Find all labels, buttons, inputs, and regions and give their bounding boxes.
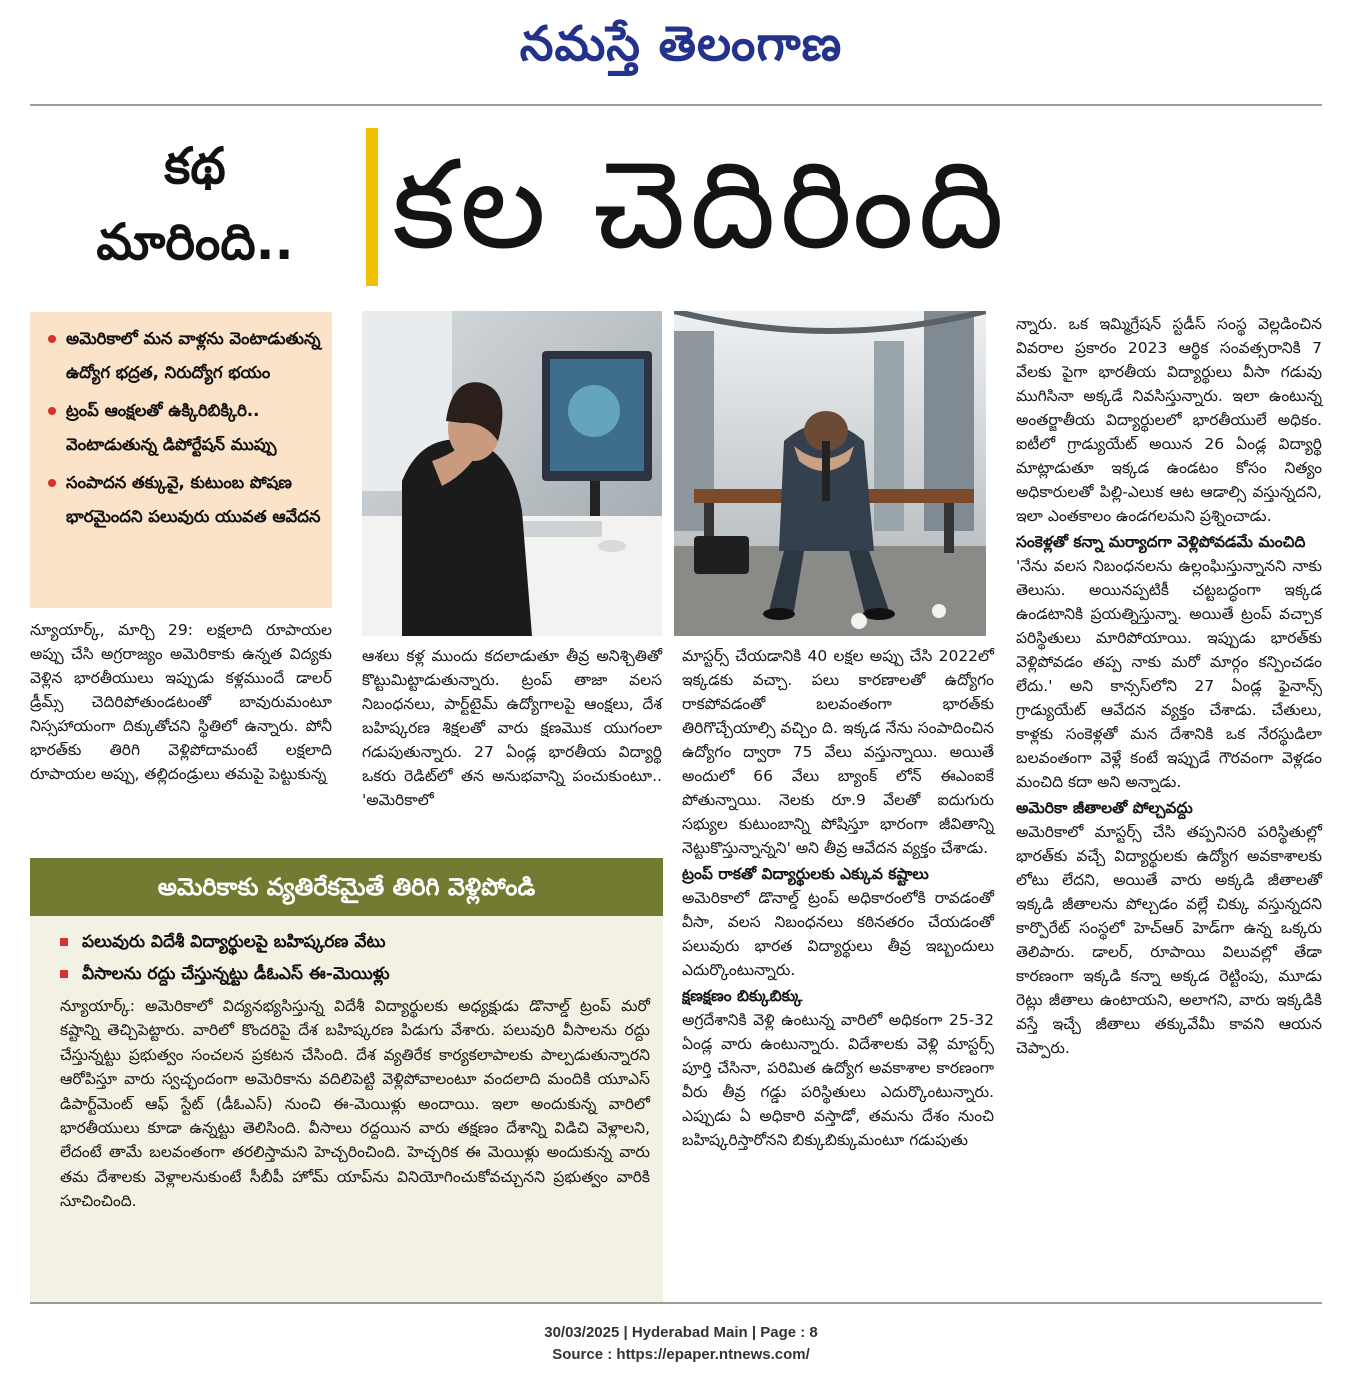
section-subhead: క్షణక్షణం బిక్కుబిక్కు — [682, 987, 803, 1005]
article-paragraph: మాస్టర్స్ చేయడానికి 40 లక్షల అప్పు చేసి 2022లో ఇక్కడకు వచ్చా. పలు కారణాలతో ఉద్యోగం రాకపోవడంతో బలవంతంగా భారత్‌కు తిరిగొచ్చేయాల్సి వచ్చిం ది. ఇక్కడ నేను సంపాదించిన ఉద్యోగం ద్వారా 75 వేలు వస్తున్నాయి. అయితే అందులో 66 వేలు బ్యాంక్ లోన్ ఈఎంఐకే పోతున్నాయి. నెలకు రూ.9 వేలతో ఐదుగురు సభ్యుల కుటుంబాన్ని పోషిస్తూ భారంగా జీవితాన్ని నెట్టుకొస్తున్నాన్నని' అని తీవ్ర ఆవేదన వ్యక్తం చేశాడు. — [682, 647, 994, 857]
sidebar-bullet-text: పలువురు విదేశీ విద్యార్థులపై బహిష్కరణ వేటు — [82, 932, 386, 952]
article-paragraph: అమెరికాలో డొనాల్డ్ ట్రంప్ అధికారంలోకి రావడంతో వీసా, వలస నిబంధనలు కఠినతరం చేయడంతో పలువురు భారత విద్యార్థులు తీవ్ర ఇబ్బందులు ఎదుర్కొంటున్నారు. — [682, 889, 994, 979]
highlight-item — [48, 322, 326, 390]
stressed-woman-photo — [362, 311, 662, 636]
article-paragraph: అమెరికాలో మాస్టర్స్ చేసి తప్పనిసరి పరిస్థితుల్లో భారత్‌కు వచ్చే విద్యార్థులకు ఉద్యోగ అవకాశాలకు లోటు లేదని, అయితే వారు అక్కడి జీతాలతో ఇక్కడి జీతాలను పోల్చడం వల్లే చిక్కు వస్తున్నదని కార్పొరేట్ సంస్థలో హెచ్‌ఆర్ హెడ్‌గా ఉన్న ఒక్కరు తెలిపారు. డాలర్, రూపాయి విలువల్లో తేడా కారణంగా ఇక్కడి కన్నా అక్కడ రెట్టింపు, మూడు రెట్లు జీతాలు ఉంటాయని, అలాగని, వారు ఇక్కడికి వస్తే ఇచ్చే జీతాలు తక్కువేమీ కావని ఆయన చెప్పారు. — [1016, 823, 1322, 1057]
article-column-2 — [362, 644, 662, 814]
footer-source-link[interactable]: Source : https://epaper.ntnews.com/ — [552, 1346, 810, 1363]
square-bullet-icon — [60, 970, 68, 978]
kicker-line-2: మారింది.. — [96, 213, 294, 271]
article-paragraph: 'నేను వలస నిబంధనలను ఉల్లంఘిస్తున్నానని నాకు తెలుసు. అయినప్పటికీ చట్టబద్ధంగా ఇక్కడ ఉండటానికి ప్రయత్నిస్తున్నా. అయితే ట్రంప్ వచ్చాక పరిస్థితులు మారిపోయాయి. ఇప్పుడు భారత్‌కు వెళ్లిపోవడం తప్ప నాకు మరో మార్గం కన్పించడం లేదు.' అని కాన్సస్‌లోని 27 ఏండ్ల ఫైనాన్స్ గ్రాడ్యుయేట్ ఆవేదన వ్యక్తం చేశాడు. చేతులు, కాళ్లకు సంకెళ్లతో మన దేశానికి ఒక నేరస్థుడిలా బలవంతంగా వెళ్లే కంటే ఇప్పుడే గౌరవంగా వెళ్లడం మంచిది కదా అని అన్నాడు. — [1016, 557, 1322, 791]
sidebar-bullet — [60, 928, 385, 956]
bottom-divider — [30, 1302, 1322, 1304]
sidebar-story-body: న్యూయార్క్: అమెరికాలో విద్యనభ్యసిస్తున్న విదేశీ విద్యార్థులకు అధ్యక్షుడు డొనాల్డ్ ట్రంప్ మరో కష్టాన్ని తెచ్చిపెట్టారు. వారిలో కొందరిపై దేశ బహిష్కరణ పిడుగు వేశారు. పలువురి వీసాలను రద్దు చేస్తున్నట్టు ప్రభుత్వం సంచలన ప్రకటన చేసింది. దేశ వ్యతిరేక కార్యకలాపాలకు పాల్పడుతున్నారని ఆరోపిస్తూ వారు స్వచ్ఛందంగా అమెరికాను వదిలిపెట్టి వెళ్లిపోవాలంటూ వందలాది మందికి యూఎస్ డిపార్ట్‌మెంట్ ఆఫ్ స్టేట్ (డీఓఎస్) నుంచి ఈ-మెయిళ్లు అందాయి. ఇలా అందుకున్న వారిలో భారతీయులు కూడా ఉన్నట్టు తెలిసింది. వీసాలు రద్దయిన వారు తక్షణం దేశాన్ని విడిచి వెళ్లాలని, లేదంటే తామే బలవంతంగా తరలిస్తామని హెచ్చరించింది. హెచ్చరిక ఈ మెయిళ్లు అందుకున్న వారు తమ దేశాలకు వెళ్లాలనుకుంటే సీబీపీ హోమ్ యాప్‌ను వినియోగించుకోవచ్చునని ప్రభుత్వం వారికి సూచించింది. — [60, 997, 650, 1211]
section-subhead: సంకెళ్లతో కన్నా మర్యాదగా వెళ్లిపోవడమే మంచిది — [1016, 533, 1306, 551]
top-divider — [30, 104, 1322, 106]
sidebar-story-box — [30, 858, 663, 1302]
kicker-divider-bar — [366, 128, 378, 286]
stressed-man-photo — [674, 311, 986, 636]
sidebar-bullet-text: వీసాలను రద్దు చేస్తున్నట్టు డీఓఎస్ ఈ-మెయిళ్లు — [82, 964, 390, 984]
highlights-box — [30, 312, 332, 608]
section-subhead: అమెరికా జీతాలతో పోల్చవద్దు — [1016, 799, 1193, 817]
section-subhead: ట్రంప్ రాకతో విద్యార్థులకు ఎక్కువ కష్టాలు — [682, 865, 929, 883]
article-column-4 — [1016, 312, 1322, 1062]
article-column-1 — [30, 618, 332, 788]
bullet-icon — [48, 335, 56, 343]
article-paragraph: న్నారు. ఒక ఇమ్మిగ్రేషన్ స్టడీస్ సంస్థ వెల్లడించిన వివరాల ప్రకారం 2023 ఆర్థిక సంవత్సరానికి 7 వేలకు పైగా భారతీయ విద్యార్థులు వీసా గడువు ముగిసినా అక్కడే నివసిస్తున్నారు. ఇలా ఉంటున్న అంతర్జాతీయ విద్యార్థులలో భారతీయులే అధికం. ఐటీలో గ్రాడ్యుయేట్ అయిన 26 ఏండ్ల విద్యార్థి మాట్లాడుతూ ఇక్కడ ఉండటం కోసం నిత్యం అధికారులతో పిల్లి-ఎలుక ఆట ఆడాల్సి వస్తున్నదని, ఇలా ఎంతకాలం ఉండగలమని ప్రశ్నించాడు. — [1016, 315, 1322, 525]
main-headline: కల చెదిరింది — [392, 134, 1009, 276]
highlight-text: ట్రంప్ ఆంక్షలతో ఉక్కిరిబిక్కిరి.. వెంటాడుతున్న డిపోర్టేషన్ ముప్పు — [66, 401, 277, 454]
bullet-icon — [48, 407, 56, 415]
highlight-item — [48, 466, 326, 534]
highlight-item — [48, 394, 326, 462]
footer-edition-info: 30/03/2025 | Hyderabad Main | Page : 8 — [544, 1324, 818, 1341]
masthead-logo: నమస్తే తెలంగాణ — [519, 16, 843, 72]
article-column-3 — [682, 644, 994, 1154]
article-paragraph: అగ్రదేశానికి వెళ్లి ఉంటున్న వారిలో అధికంగా 25-32 ఏండ్ల వారు ఉంటున్నారు. విదేశాలకు వెళ్లి మాస్టర్స్ పూర్తి చేసినా, పరిమిత ఉద్యోగ అవకాశాల కారణంగా వీరు తీవ్ర గడ్డు పరిస్థితులు ఎదుర్కొంటున్నారు. ఎప్పుడు ఏ అధికారి వస్తాడో, తమను దేశం నుంచి బహిష్కరిస్తారోనని బిక్కుబిక్కుమంటూ గడుపుతు — [682, 1011, 994, 1149]
sidebar-story-title: అమెరికాకు వ్యతిరేకమైతే తిరిగి వెళ్లిపోండి — [30, 858, 663, 916]
article-paragraph: న్యూయార్క్, మార్చి 29: లక్షలాది రూపాయల అప్పు చేసి అగ్రరాజ్యం అమెరికాకు ఉన్నత విద్యకు వెళ్లిన భారతీయులు ఇప్పుడు కళ్లముందే డాలర్ డ్రీమ్స్ చెదిరిపోతుండటంతో బావురుమంటూ నిస్సహాయంగా దిక్కుతోచని స్థితిలో ఉన్నారు. పోనీ భారత్‌కు తిరిగి వెళ్లిపోదామంటే లక్షలాది రూపాయల అప్పు, తల్లిదండ్రులు తమపై పెట్టుకున్న — [30, 621, 332, 783]
square-bullet-icon — [60, 938, 68, 946]
kicker — [30, 128, 360, 280]
highlight-text: సంపాదన తక్కువై, కుటుంబ పోషణ భారమైందని పలువురు యువత ఆవేదన — [66, 473, 321, 526]
sidebar-bullet — [60, 960, 390, 988]
footer — [0, 1322, 1362, 1366]
article-paragraph: ఆశలు కళ్ల ముందు కదలాడుతూ తీవ్ర అనిశ్చితితో కొట్టుమిట్టాడుతున్నారు. ట్రంప్ తాజా వలస నిబంధనలు, పార్ట్‌టైమ్ ఉద్యోగాలపై ఆంక్షలు, దేశ బహిష్కరణ శిక్షలతో వారు క్షణమొక యుగంలా గడుపుతున్నారు. 27 ఏండ్ల భారతీయ విద్యార్థి ఒకరు రెడిట్‌లో తన అనుభవాన్ని పంచుకుంటూ.. 'అమెరికాలో — [362, 647, 662, 809]
kicker-line-1: కథ — [164, 137, 226, 195]
highlight-text: అమెరికాలో మన వాళ్లను వెంటాడుతున్న ఉద్యోగ భద్రత, నిరుద్యోగ భయం — [66, 329, 321, 382]
bullet-icon — [48, 479, 56, 487]
